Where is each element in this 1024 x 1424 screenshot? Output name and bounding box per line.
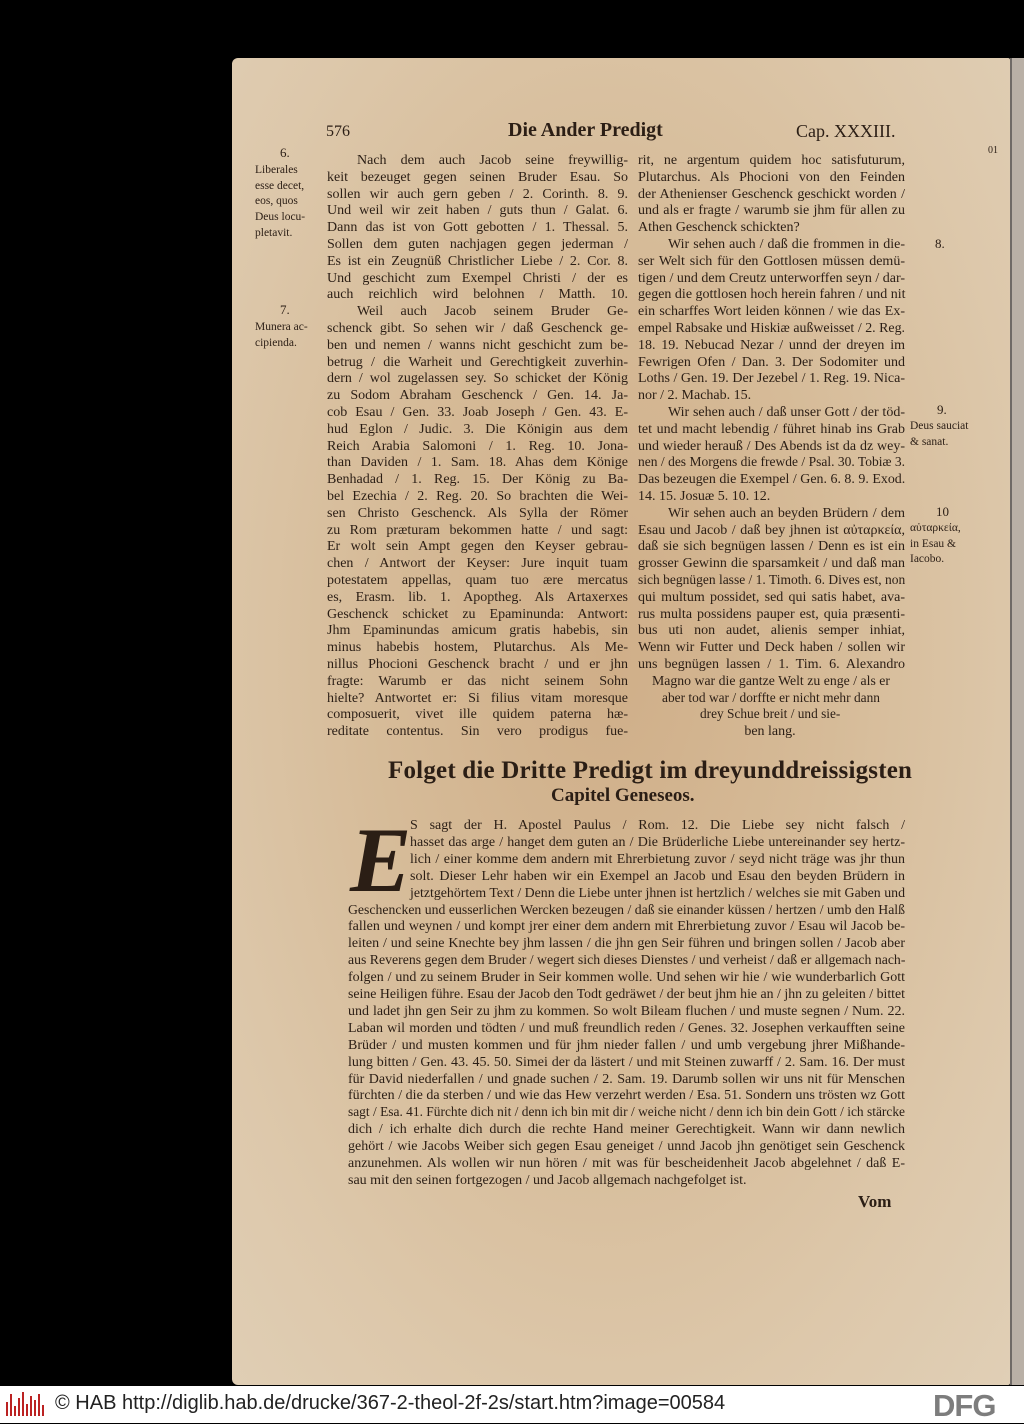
text-line: keit bezeuget gegen seinen Bruder Esau. So bbox=[327, 169, 628, 185]
text-line: und als er fragte / warumb sie jhm für allen zu bbox=[638, 203, 905, 219]
text-line: ein scharffes Wort leiden können / wie das Ex- bbox=[638, 304, 905, 320]
text-line: nillus Phocioni Geschenck bracht / und er jhn bbox=[327, 657, 628, 672]
body-line: gehört / wie Jacobs Weiber sich gegen Esau geneiget / unnd Jacob jhn genötiget sein Geschenck bbox=[348, 1139, 905, 1155]
text-line: dern / wol zugelassen sey. So schicket der König bbox=[327, 371, 628, 387]
body-line: hasset das arge / hanget dem guten an / Die Brüderliche Liebe untereinander sey hertz- bbox=[410, 834, 905, 850]
text-line: sich begnügen lasse / 1. Timoth. 6. Dives est, non bbox=[638, 573, 906, 588]
body-line: dich / ich erhalte dich durch die rechte Hand meiner Gerechtigkeit. Wann wir dann newlich bbox=[348, 1122, 905, 1138]
text-line: 18. 19. Nebucad Nezar / unnd der dreyen im bbox=[638, 337, 905, 353]
margin-note-line: Munera ac- bbox=[255, 321, 308, 333]
body-line: Laban wil morden und tödten / und muß freundlich reden / Genes. 32. Josephen verkaufften seine bbox=[348, 1020, 905, 1036]
margin-note-number: 7. bbox=[280, 302, 290, 317]
margin-note-number: 6. bbox=[280, 145, 290, 160]
text-line: chen / Antwort der Keyser: Jure inquit tuam bbox=[327, 556, 628, 572]
body-line: anzunehmen. Als wollen wir nun hören / mit was für bescheidenheit Jacob abgelehnet / daß E- bbox=[348, 1156, 905, 1171]
section-heading: Folget die Dritte Predigt im dreyunddreissigsten bbox=[388, 757, 913, 784]
body-line: folgen / und zu seinem Bruder in Seir kommen wolle. Und sehen wir hie / wie wunderbarlich Gott bbox=[348, 970, 905, 986]
body-line: fürchten / die da sterben / und wie das Hew verzehrt werden / Esa. 51. Sondern uns trösten wz Gott bbox=[348, 1088, 905, 1104]
body-line: fallen und weynen / und kompt jrer einer dem andern mit Ehrerbietung zuvor / Esau wil Jacob be- bbox=[348, 919, 905, 935]
text-line: Wir sehen auch an beyden Brüdern / dem bbox=[668, 505, 905, 521]
text-line: rus multa possidens pauper est, quia præsenti- bbox=[638, 606, 905, 622]
text-line: composuerit, vivet ille quidem paterna hæ- bbox=[327, 707, 628, 723]
text-line: grosser Gewinn die sparsamkeit / und daß man bbox=[638, 556, 905, 572]
text-line: Und weil wir zeit haben / guts thun / Galat. 6. bbox=[327, 203, 628, 219]
text-line: es, Erasm. lib. 1. Apoptheg. Als Artaxerxes bbox=[327, 589, 628, 605]
margin-note-line: pletavit. bbox=[255, 226, 293, 239]
margin-note-line: Deus locu- bbox=[255, 211, 306, 224]
text-line: sen Christo Geschenck. Als Sylla der Römer bbox=[327, 505, 628, 521]
text-line: hielte? Antwortet er: Si filius vitam moresque bbox=[327, 690, 628, 706]
body-line: aus Reverens gegen dem Bruder / wegert sich dieses Dienstes / und verheist / daß er allgemach nach- bbox=[348, 953, 906, 969]
text-line: uns begnügen lassen / 1. Tim. 6. Alexandro bbox=[638, 657, 905, 672]
body-line: Geschencken und eusserlichen Wercken bezeugen / daß sie einander küssen / hertzen / umb den Halß bbox=[348, 902, 905, 918]
text-line: Reich Arabia Salomoni / 1. Reg. 10. Jona- bbox=[327, 438, 628, 454]
body-line: leiten / und seine Knechte bey jhm lassen / die jhn gen Seir führen und bringen sollen / Jacob aber bbox=[348, 936, 905, 952]
next-page-edge bbox=[1010, 58, 1024, 1385]
margin-note-line: Iacobo. bbox=[910, 553, 945, 566]
text-line: fragte: Warumb er das nicht seinem Sohn bbox=[327, 673, 628, 689]
text-line: Dann das ist von Gott gebotten / 1. Thessal. 5. bbox=[327, 220, 628, 236]
catchword: Vom bbox=[858, 1192, 892, 1211]
text-line: potestatem appellas, quam tuo ære mercatus bbox=[327, 573, 628, 588]
running-title: Die Ander Predigt bbox=[508, 119, 663, 141]
text-line: Es ist ein Zeugnüß Christlicher Liebe / 2. Cor. 8. bbox=[327, 253, 628, 269]
text-line: Loths / Gen. 19. Der Jezebel / 1. Reg. 19. Nica- bbox=[638, 371, 905, 387]
text-line: zu Sodom Abraham Geschenck / Gen. 14. Ja- bbox=[327, 388, 628, 404]
library-barcode-icon bbox=[6, 1392, 46, 1416]
text-line: Athen Geschenck schickten? bbox=[638, 220, 800, 236]
text-line: rit, ne argentum quidem hoc satisfuturum, bbox=[638, 153, 905, 168]
section-subheading: Capitel Geneseos. bbox=[551, 785, 695, 806]
text-line: cob Esau / Gen. 33. Joab Joseph / Gen. 43. E- bbox=[327, 405, 628, 420]
text-line: 14. 15. Josuæ 5. 10. 12. bbox=[638, 489, 771, 504]
text-line: schenck gibt. So sehen wir / daß Geschenck ge- bbox=[327, 321, 628, 336]
body-line: lich / einer komme dem andern mit Ehrerbietung zuvor / seyd nicht träge was jhr thun bbox=[410, 851, 905, 867]
margin-note-number: 01 bbox=[988, 145, 998, 156]
text-line: Jhm Epaminundas amicum gratis habebis, sin bbox=[327, 623, 628, 639]
body-line: für David niederfallen / und gnade suchen / 2. Sam. 19. Darumb sollen wir uns nit für Menschen bbox=[348, 1071, 905, 1087]
text-line: Weil auch Jacob seinem Bruder Ge- bbox=[357, 304, 628, 320]
margin-note-line: in Esau & bbox=[910, 537, 956, 550]
margin-note-line: & sanat. bbox=[910, 435, 949, 448]
text-line: ben und nemen / wanns nicht geschicht zum be- bbox=[327, 337, 628, 353]
copyright-url[interactable]: © HAB http://diglib.hab.de/drucke/367-2-theol-2f-2s/start.htm?image=00584 bbox=[55, 1392, 726, 1414]
text-line: tigen / und dem Creutz unterworffen seyn / dar- bbox=[638, 270, 905, 286]
text-line: Plutarchus. Als Phocioni von den Feinden bbox=[638, 169, 905, 185]
text-line: Magno war die gantze Welt zu enge / als er bbox=[652, 673, 890, 689]
text-line: Sollen dem guten nachjagen gegen jederman / bbox=[327, 237, 628, 252]
text-line: Geschenck schicket zu Epaminunda: Antwort: bbox=[327, 606, 628, 622]
text-line: daß sie sich begnügen lassen / Denn es ist ein bbox=[638, 539, 905, 555]
text-line: hud Eglon / Judic. 3. Die Königin aus dem bbox=[327, 421, 628, 437]
footer-bar bbox=[0, 1386, 1024, 1423]
text-line: reditate contentus. Sin vero prodigus fue- bbox=[327, 724, 628, 740]
margin-note-line: eos, quos bbox=[255, 195, 298, 208]
text-line: gegen die gottlosen hoch herein fahren / und nit bbox=[638, 287, 906, 303]
body-line: solt. Dieser Lehr haben wir ein Exempel an Jacob und Esau den beyden Brüdern in bbox=[410, 868, 905, 884]
text-line: minus habebis hostem, Plutarchus. Als Me- bbox=[327, 640, 628, 656]
margin-note-line: cipienda. bbox=[255, 336, 297, 349]
text-line: Und geschicht zum Exempel Christi / der es bbox=[327, 270, 628, 286]
body-line: jetztgehörtem Text / Denn die Liebe unter jhnen ist hertzlich / welches sie mit Gaben und bbox=[410, 885, 905, 901]
body-line: S sagt der H. Apostel Paulus / Rom. 12. Die Liebe sey nicht falsch / bbox=[410, 818, 905, 833]
text-line: Wir sehen auch / daß die frommen in die- bbox=[668, 237, 905, 252]
text-line: der Athenienser Geschenck geschickt worden / bbox=[638, 186, 905, 202]
margin-note-number: 8. bbox=[935, 236, 945, 251]
margin-note-number: 10 bbox=[936, 504, 949, 519]
body-line: seine Heiligen führe. Esau der Jacob den Todt gedräwet / der beut jhm hie an / jhn zu geleiten / bittet bbox=[348, 987, 905, 1002]
body-line: sagt / Esa. 41. Fürchte dich nit / denn ich bin mit dir / weiche nicht / denn ich bin dein Gott / ich stärcke bbox=[348, 1105, 905, 1121]
text-line: nor / 2. Machab. 15. bbox=[638, 388, 752, 404]
text-line: empel Rabsake und Hiskiæ außweisset / 2. Reg. bbox=[638, 321, 905, 336]
text-line: bus uti non audet, alienis semper inhiat, bbox=[638, 623, 905, 639]
chapter-number: Cap. XXXIII. bbox=[796, 121, 896, 141]
margin-note-number: 9. bbox=[937, 402, 947, 417]
margin-note-line: Deus sauciat bbox=[910, 420, 969, 432]
body-line: Brüder / und musten kommen und für jhm nieder fallen / und umb vergebung jhrer Mißhande- bbox=[348, 1037, 905, 1053]
text-line: than Daviden / 1. Sam. 18. Ahas dem Könige bbox=[327, 455, 628, 471]
text-line: bel Ezechia / 2. Reg. 20. So brachten die Wei- bbox=[327, 489, 628, 504]
margin-note-line: Liberales bbox=[255, 164, 298, 176]
text-line: Fewrigen Ofen / Dan. 3. Der Sodomiter und bbox=[638, 354, 905, 370]
body-line: sau mit den seinen fortgezogen / und Jacob allgemach nachgefolget ist. bbox=[348, 1172, 747, 1188]
text-line: Benhadad / 1. Reg. 15. Der König zu Ba- bbox=[327, 472, 628, 488]
text-line: Esau und Jacob / daß bey jhnen ist αὐταρκεία, bbox=[638, 522, 905, 538]
text-line: ben lang. bbox=[744, 724, 796, 740]
body-line: lung bitten / Gen. 43. 45. 50. Simei der da lästert / und mit Steinen zuwarff / 2. Sam. 16. Der must bbox=[348, 1054, 905, 1070]
text-line: Wenn wir Futter und Deck haben / sollen wir bbox=[638, 640, 905, 656]
text-line: sollen wir auch gern geben / 2. Corinth. 8. 9. bbox=[327, 186, 628, 202]
text-line: ser Welt sich für den Gottlosen müssen demü- bbox=[638, 253, 905, 269]
text-line: qui multum possidet, sed qui satis habet, ava- bbox=[638, 589, 905, 605]
text-line: zu Rom præturam bekommen hatte / und sagt: bbox=[327, 522, 628, 538]
text-line: und wieder herauß / Des Abends ist da dz wey- bbox=[638, 438, 905, 454]
text-line: Das bezeugen die Exempel / Gen. 6. 8. 9. Exod. bbox=[638, 472, 906, 488]
text-line: betrug / die Warheit und Gerechtigkeit zuverhin- bbox=[327, 354, 628, 370]
page-number: 576 bbox=[326, 123, 350, 140]
text-line: Er wolt sein Ampt gegen den Keyser gebrau- bbox=[327, 539, 628, 555]
margin-note-line: esse decet, bbox=[255, 179, 305, 192]
drop-cap-initial: E bbox=[350, 809, 412, 911]
text-line: tet und macht lebendig / führet hinab ins Grab bbox=[638, 421, 905, 437]
body-line: und ladet jhn gen Seir zu jhm zu kommen. So wolt Bileam fluchen / und muste segnen / Num. 22. bbox=[348, 1003, 905, 1019]
text-line: Wir sehen auch / daß unser Gott / der töd- bbox=[668, 405, 905, 420]
text-line: nen / des Morgens die frewde / Psal. 30. Tobiæ 3. bbox=[638, 455, 905, 471]
margin-note-line: αὐταρκεία, bbox=[910, 522, 961, 534]
text-line: drey Schue breit / und sie- bbox=[700, 707, 841, 723]
text-line: aber tod war / dorffte er nicht mehr dann bbox=[662, 690, 880, 706]
text-line: Nach dem auch Jacob seine freywillig- bbox=[357, 153, 628, 168]
dfg-logo: DFG bbox=[933, 1388, 996, 1423]
text-line: auch reichlich wird belohnen / Matth. 10. bbox=[327, 287, 628, 303]
